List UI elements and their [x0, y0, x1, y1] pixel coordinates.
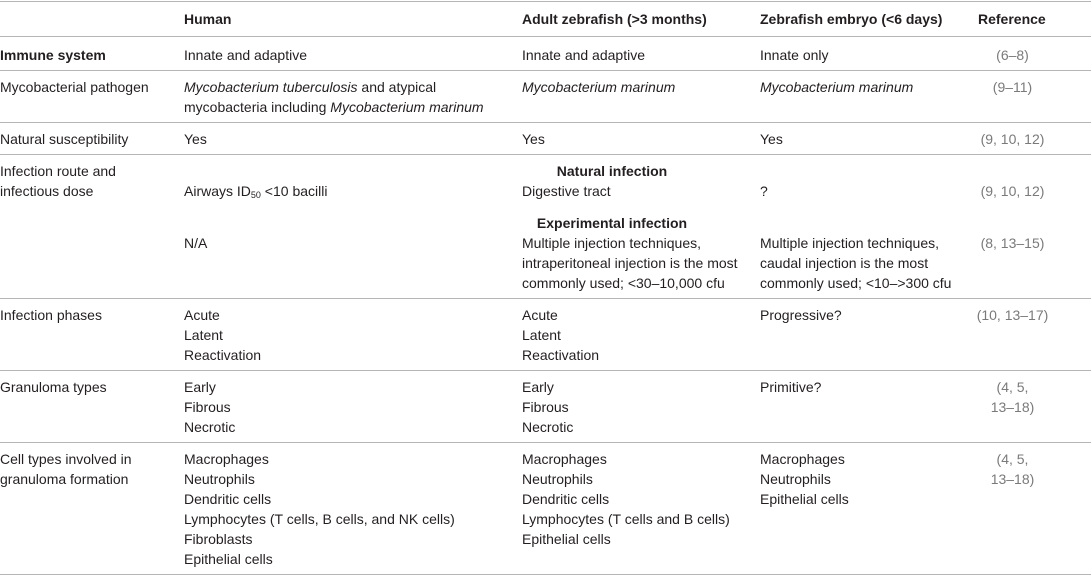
cells-reference — [975, 449, 1050, 489]
list-item: Necrotic — [184, 419, 236, 435]
list-item: Macrophages — [184, 451, 269, 467]
route-human — [184, 181, 327, 201]
immune-human: Innate and adaptive — [184, 47, 307, 63]
route-embryo-experimental-line: commonly used; <10–>300 cfu — [760, 275, 952, 291]
reference-line: 13–18) — [990, 471, 1035, 487]
phases-adult — [522, 305, 599, 365]
route-human-experimental: N/A — [184, 235, 208, 251]
phases-embryo: Progressive? — [760, 307, 842, 323]
pathogen-adult — [522, 77, 675, 97]
pathogen-human-species-2: Mycobacterium marinum — [330, 99, 484, 115]
list-item: Acute — [184, 307, 220, 323]
route-adult: Digestive tract — [522, 183, 611, 199]
granuloma-embryo: Primitive? — [760, 379, 822, 395]
reference-line: (4, 5, — [996, 451, 1029, 467]
row-label-infection-route — [0, 161, 116, 201]
phases-reference: (10, 13–17) — [976, 307, 1049, 323]
list-item: Epithelial cells — [522, 531, 611, 547]
header-human: Human — [184, 11, 232, 27]
table-bottom-rule — [0, 574, 1091, 575]
row-rule — [0, 122, 1091, 123]
list-item: Acute — [522, 307, 558, 323]
list-item: Latent — [522, 327, 561, 343]
infection-route-label-line-2: infectious dose — [0, 183, 94, 199]
phases-human — [184, 305, 261, 365]
susceptibility-human: Yes — [184, 131, 207, 147]
row-label-pathogen: Mycobacterial pathogen — [0, 79, 149, 95]
list-item: Macrophages — [522, 451, 607, 467]
route-human-prefix: Airways ID — [184, 183, 251, 199]
pathogen-human — [184, 77, 484, 117]
row-rule — [0, 70, 1091, 71]
susceptibility-embryo: Yes — [760, 131, 783, 147]
reference-line: 13–18) — [990, 399, 1035, 415]
list-item: Latent — [184, 327, 223, 343]
header-reference: Reference — [978, 11, 1046, 27]
list-item: Necrotic — [522, 419, 574, 435]
cell-types-label-line-1: Cell types involved in — [0, 451, 132, 467]
route-experimental-reference: (8, 13–15) — [980, 235, 1045, 251]
route-human-subscript: 50 — [250, 190, 261, 200]
route-adult-experimental-line: intraperitoneal injection is the most — [522, 255, 738, 271]
immune-adult: Innate and adaptive — [522, 47, 645, 63]
list-item: Neutrophils — [184, 471, 255, 487]
list-item: Early — [184, 379, 216, 395]
row-rule — [0, 370, 1091, 371]
row-label-immune-system: Immune system — [0, 47, 106, 63]
cells-adult — [522, 449, 730, 549]
granuloma-adult — [522, 377, 573, 437]
infection-route-label-line-1: Infection route and — [0, 163, 116, 179]
pathogen-human-text-2: mycobacteria including — [184, 99, 331, 115]
reference-line: (4, 5, — [996, 379, 1029, 395]
list-item: Fibrous — [184, 399, 231, 415]
route-adult-experimental-line: Multiple injection techniques, — [522, 235, 701, 251]
row-label-cell-types — [0, 449, 132, 489]
list-item: Lymphocytes (T cells and B cells) — [522, 511, 730, 527]
pathogen-reference: (9–11) — [992, 79, 1033, 95]
granuloma-human — [184, 377, 235, 437]
immune-embryo: Innate only — [760, 47, 829, 63]
list-item: Epithelial cells — [184, 551, 273, 567]
pathogen-embryo — [760, 77, 913, 97]
route-embryo-experimental — [760, 233, 951, 293]
route-embryo: ? — [760, 183, 768, 199]
immune-reference: (6–8) — [996, 47, 1029, 63]
natural-infection-heading: Natural infection — [556, 163, 668, 179]
header-rule — [0, 36, 1091, 37]
list-item: Macrophages — [760, 451, 845, 467]
row-label-granuloma-types: Granuloma types — [0, 379, 107, 395]
list-item: Neutrophils — [522, 471, 593, 487]
susceptibility-reference: (9, 10, 12) — [980, 131, 1045, 147]
cell-types-label-line-2: granuloma formation — [0, 471, 129, 487]
row-label-susceptibility: Natural susceptibility — [0, 131, 129, 147]
pathogen-embryo-species: Mycobacterium marinum — [760, 79, 914, 95]
route-human-suffix: <10 bacilli — [260, 183, 328, 199]
route-embryo-experimental-line: Multiple injection techniques, — [760, 235, 939, 251]
granuloma-reference — [975, 377, 1050, 417]
row-rule — [0, 154, 1091, 155]
route-adult-experimental — [522, 233, 738, 293]
list-item: Dendritic cells — [184, 491, 272, 507]
route-embryo-experimental-line: caudal injection is the most — [760, 255, 929, 271]
pathogen-human-species-1: Mycobacterium tuberculosis — [184, 79, 358, 95]
row-rule — [0, 442, 1091, 443]
pathogen-adult-species: Mycobacterium marinum — [522, 79, 676, 95]
header-zebrafish-embryo: Zebrafish embryo (<6 days) — [760, 11, 943, 27]
list-item: Fibroblasts — [184, 531, 253, 547]
list-item: Dendritic cells — [522, 491, 610, 507]
list-item: Neutrophils — [760, 471, 831, 487]
cells-embryo — [760, 449, 849, 509]
table-top-rule — [0, 1, 1091, 2]
header-adult-zebrafish: Adult zebrafish (>3 months) — [522, 11, 707, 27]
experimental-infection-heading: Experimental infection — [536, 215, 688, 231]
cells-human — [184, 449, 455, 569]
list-item: Early — [522, 379, 554, 395]
susceptibility-adult: Yes — [522, 131, 545, 147]
list-item: Epithelial cells — [760, 491, 849, 507]
list-item: Reactivation — [184, 347, 262, 363]
row-rule — [0, 298, 1091, 299]
row-label-infection-phases: Infection phases — [0, 307, 102, 323]
list-item: Reactivation — [522, 347, 600, 363]
route-natural-reference: (9, 10, 12) — [980, 183, 1045, 199]
list-item: Fibrous — [522, 399, 569, 415]
list-item: Lymphocytes (T cells, B cells, and NK cells) — [184, 511, 455, 527]
route-adult-experimental-line: commonly used; <30–10,000 cfu — [522, 275, 725, 291]
pathogen-human-text-1: and atypical — [357, 79, 437, 95]
